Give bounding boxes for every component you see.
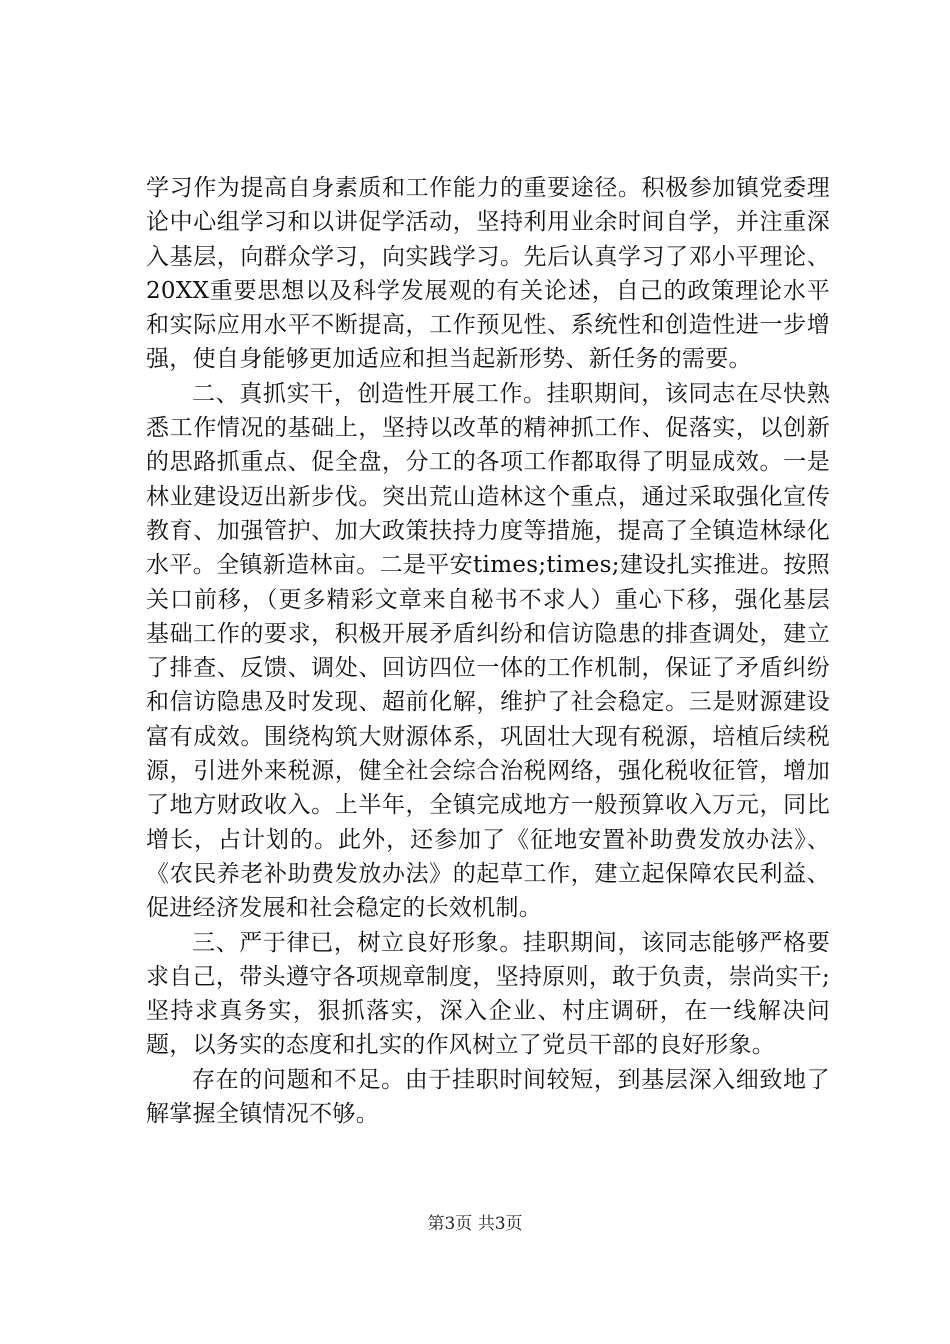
page-footer: 第3页 共3页 xyxy=(427,1214,523,1234)
paragraph-work: 二、真抓实干，创造性开展工作。挂职期间，该同志在尽快熟悉工作情况的基础上，坚持以改革的精神抓工作、促落实，以创新的思路抓重点、促全盘，分工的各项工作都取得了明显成效。一是林业建设迈出新步伐。突出荒山造林这个重点，通过采取强化宣传教育、加强管护、加大政策扶持力度等措施，提高了全镇造林绿化水平。全镇新造林亩。二是平安times;times;建设扎实推进。按照关口前移，（更多精彩文章来自秘书不求人）重心下移，强化基层基础工作的要求，积极开展矛盾纠纷和信访隐患的排查调处，建立了排查、反馈、调处、回访四位一体的工作机制，保证了矛盾纠纷和信访隐患及时发现、超前化解，维护了社会稳定。三是财源建设富有成效。围绕构筑大财源体系，巩固壮大现有税源，培植后续税源，引进外来税源，健全社会综合治税网络，强化税收征管，增加了地方财政收入。上半年，全镇完成地方一般预算收入万元，同比增长，占计划的。此外，还参加了《征地安置补助费发放办法》、《农民养老补助费发放办法》的起草工作，建立起保障农民利益、促进经济发展和社会稳定的长效机制。 xyxy=(146,380,830,922)
paragraph-discipline: 三、严于律已，树立良好形象。挂职期间，该同志能够严格要求自己，带头遵守各项规章制度，坚持原则，敢于负责，崇尚实干;坚持求真务实，狠抓落实，深入企业、村庄调研，在一线解决问题，以务实的态度和扎实的作风树立了党员干部的良好形象。 xyxy=(146,929,830,1059)
paragraph-study: 学习作为提高自身素质和工作能力的重要途径。积极参加镇党委理论中心组学习和以讲促学活动，坚持利用业余时间自学，并注重深入基层，向群众学习，向实践学习。先后认真学习了邓小平理论、20XX重要思想以及科学发展观的有关论述，自己的政策理论水平和实际应用水平不断提高，工作预见性、系统性和创造性进一步增强，使自身能够更加适应和担当起新形势、新任务的需要。 xyxy=(146,175,830,373)
document-body xyxy=(146,171,830,1131)
paragraph-shortcomings: 存在的问题和不足。由于挂职时间较短，到基层深入细致地了解掌握全镇情况不够。 xyxy=(146,1066,830,1128)
